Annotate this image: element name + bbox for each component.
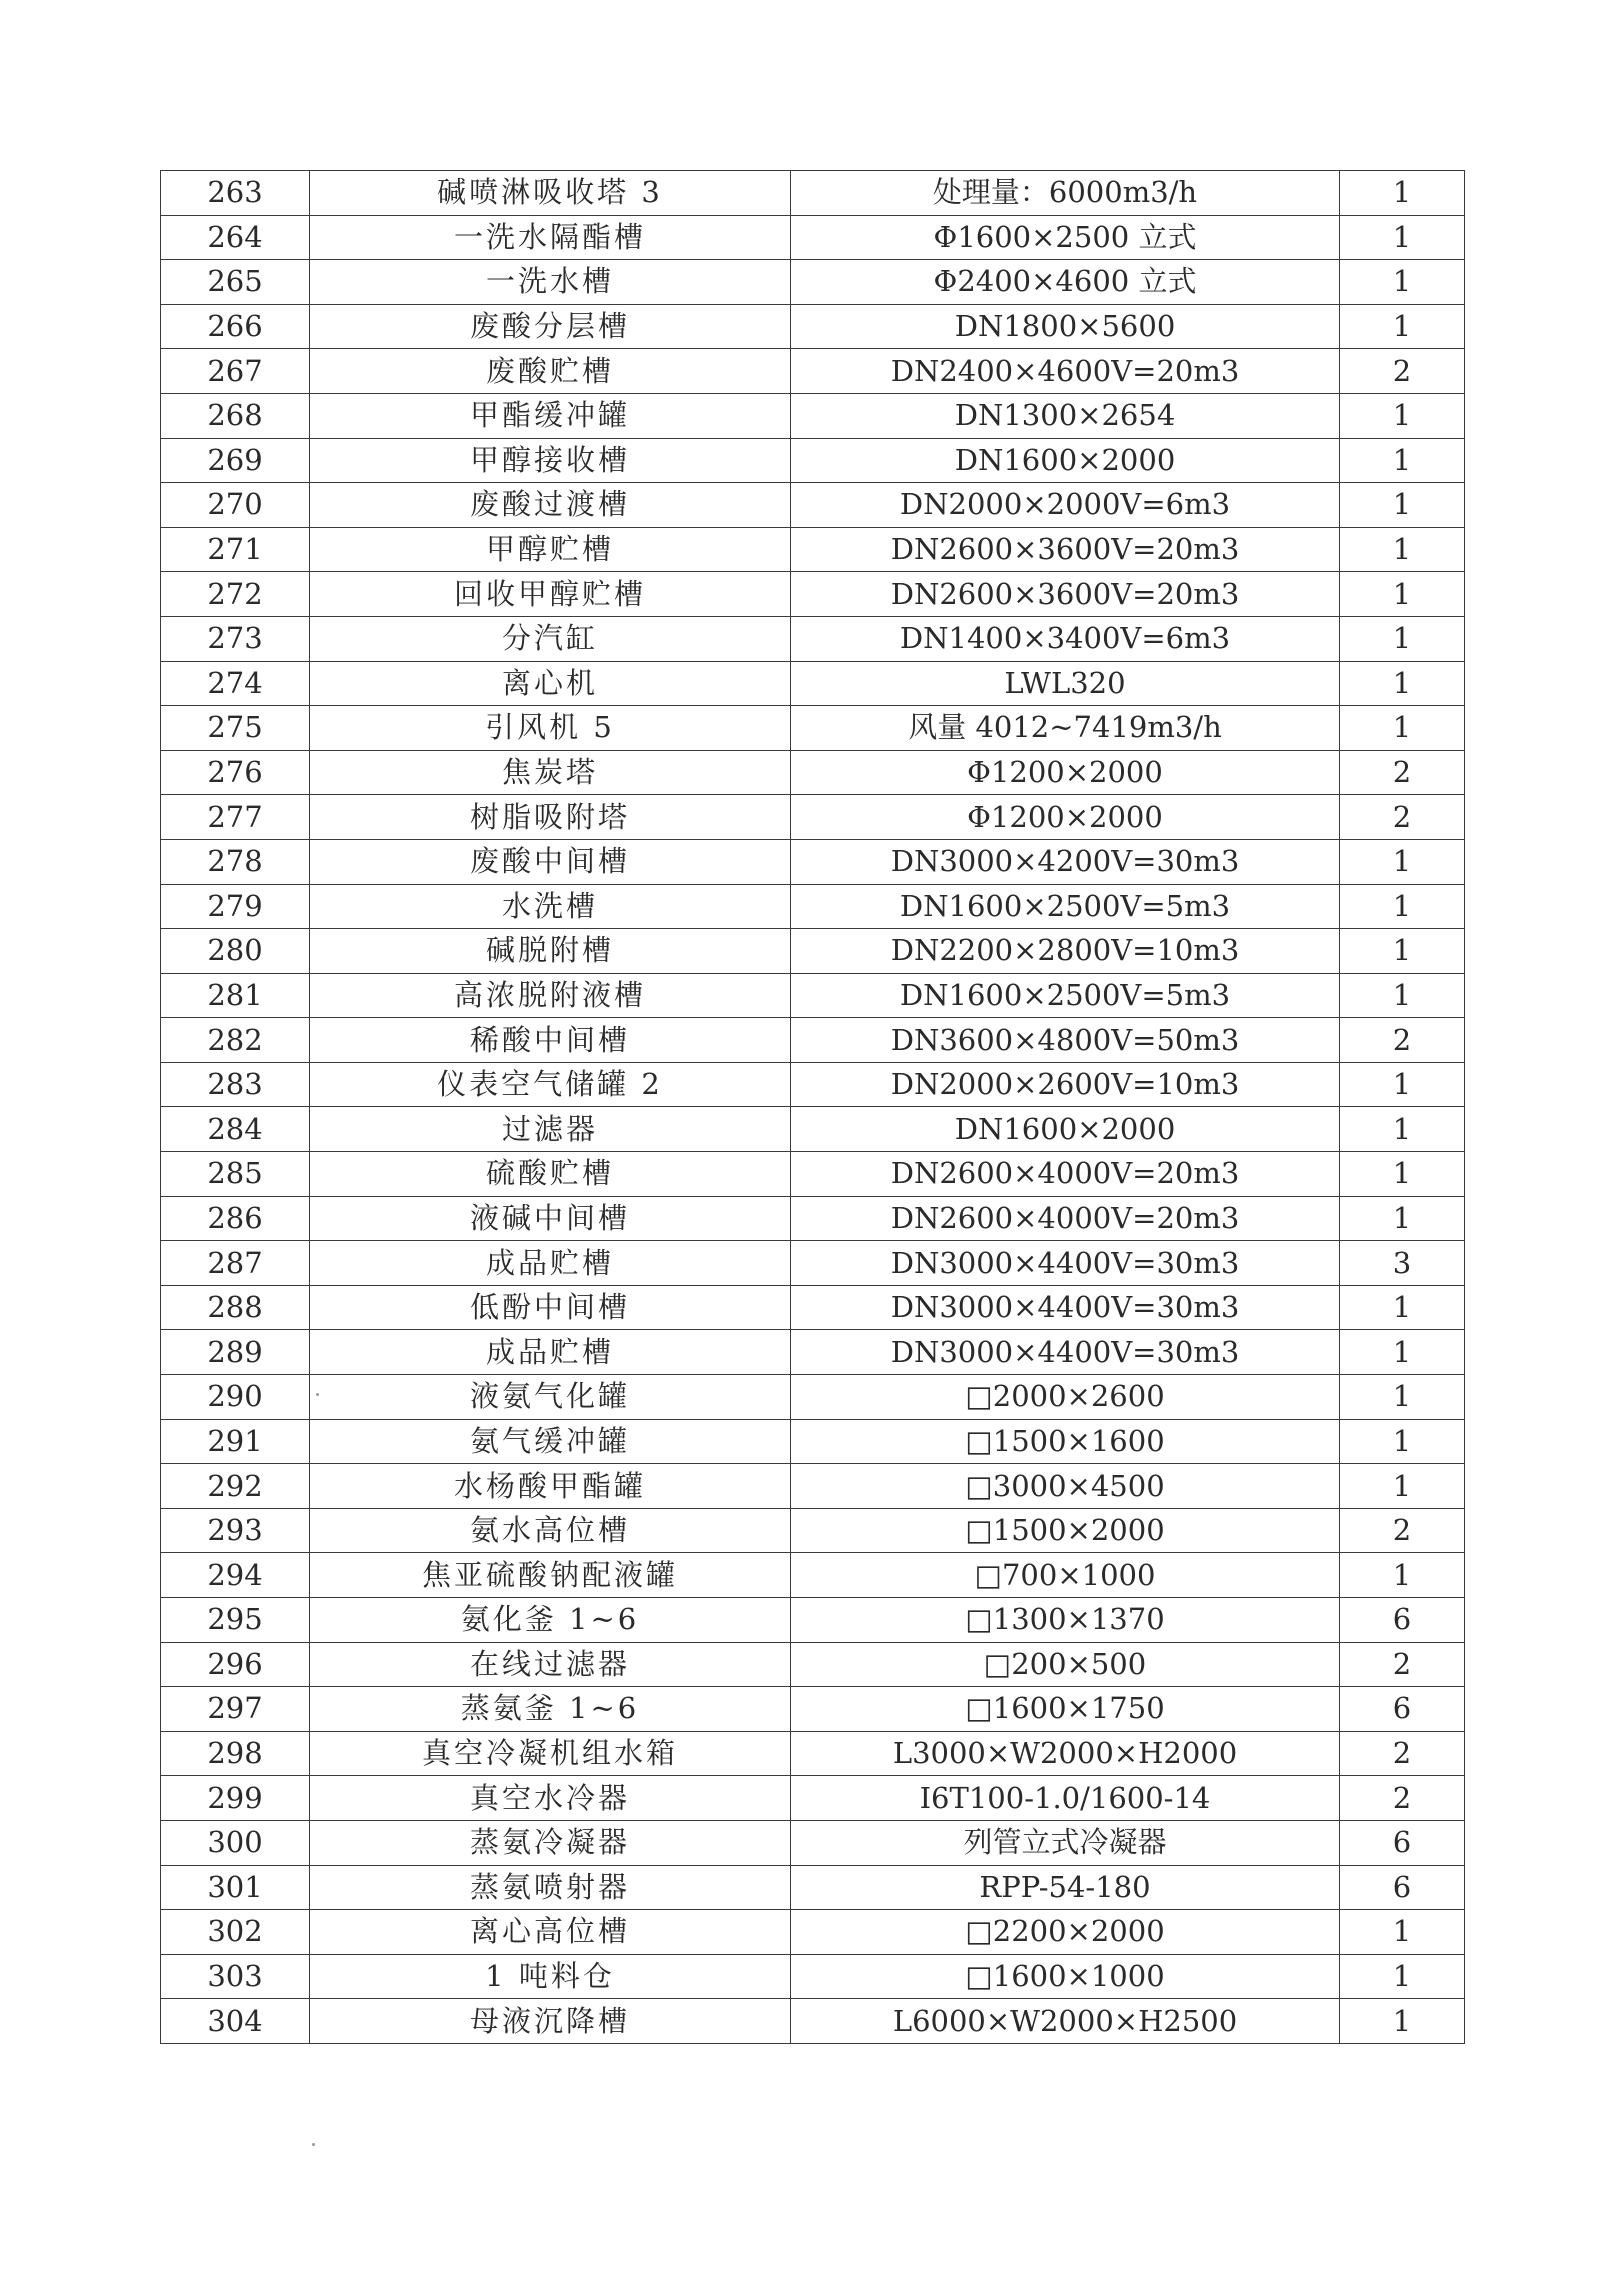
specification-cell: □2000×2600 [791,1375,1340,1420]
quantity-cell: 1 [1340,1553,1465,1598]
equipment-name-cell: 水洗槽 [310,884,791,929]
table-row [161,1731,1465,1776]
table-row [161,393,1465,438]
item-number-cell: 303 [161,1954,310,1999]
item-number-cell: 283 [161,1062,310,1107]
quantity-cell: 1 [1340,572,1465,617]
table-row [161,839,1465,884]
item-number-cell: 299 [161,1776,310,1821]
equipment-name-cell: 氨水高位槽 [310,1508,791,1553]
item-number-cell: 294 [161,1553,310,1598]
item-number-cell: 276 [161,750,310,795]
specification-cell: □3000×4500 [791,1464,1340,1509]
specification-cell: □1600×1000 [791,1954,1340,1999]
equipment-name-cell: 废酸过渡槽 [310,483,791,528]
table-row [161,661,1465,706]
equipment-name-cell: 液氨气化罐 [310,1375,791,1420]
specification-cell: □1500×1600 [791,1419,1340,1464]
specification-cell: DN3000×4400V=30m3 [791,1330,1340,1375]
table-row [161,1285,1465,1330]
specification-cell: DN3000×4200V=30m3 [791,839,1340,884]
table-row [161,215,1465,260]
table-row [161,304,1465,349]
specification-cell: DN1600×2500V=5m3 [791,973,1340,1018]
item-number-cell: 295 [161,1598,310,1643]
specification-cell: DN3000×4400V=30m3 [791,1285,1340,1330]
item-number-cell: 288 [161,1285,310,1330]
specification-cell: DN3000×4400V=30m3 [791,1241,1340,1286]
equipment-table [160,170,1465,2044]
item-number-cell: 289 [161,1330,310,1375]
equipment-name-cell: 蒸氨冷凝器 [310,1820,791,1865]
specification-cell: □700×1000 [791,1553,1340,1598]
table-row [161,1062,1465,1107]
item-number-cell: 293 [161,1508,310,1553]
quantity-cell: 2 [1340,1508,1465,1553]
equipment-name-cell: 分汽缸 [310,616,791,661]
quantity-cell: 1 [1340,1196,1465,1241]
table-row [161,260,1465,305]
equipment-name-cell: 成品贮槽 [310,1241,791,1286]
quantity-cell: 6 [1340,1598,1465,1643]
quantity-cell: 1 [1340,1999,1465,2044]
equipment-name-cell: 在线过滤器 [310,1642,791,1687]
table-row [161,572,1465,617]
table-row [161,1820,1465,1865]
quantity-cell: 1 [1340,1152,1465,1197]
equipment-name-cell: 甲酯缓冲罐 [310,393,791,438]
quantity-cell: 1 [1340,304,1465,349]
item-number-cell: 275 [161,706,310,751]
item-number-cell: 272 [161,572,310,617]
quantity-cell: 1 [1340,171,1465,216]
equipment-name-cell: 氨气缓冲罐 [310,1419,791,1464]
specification-cell: DN1300×2654 [791,393,1340,438]
specification-cell: LWL320 [791,661,1340,706]
quantity-cell: 1 [1340,215,1465,260]
item-number-cell: 286 [161,1196,310,1241]
quantity-cell: 2 [1340,1731,1465,1776]
item-number-cell: 280 [161,929,310,974]
quantity-cell: 2 [1340,1776,1465,1821]
table-row [161,349,1465,394]
specification-cell: I6T100-1.0/1600-14 [791,1776,1340,1821]
quantity-cell: 6 [1340,1687,1465,1732]
quantity-cell: 1 [1340,438,1465,483]
equipment-name-cell: 真空水冷器 [310,1776,791,1821]
quantity-cell: 1 [1340,616,1465,661]
table-row [161,795,1465,840]
quantity-cell: 1 [1340,1375,1465,1420]
table-row [161,1865,1465,1910]
quantity-cell: 2 [1340,795,1465,840]
quantity-cell: 1 [1340,1285,1465,1330]
equipment-name-cell: 树脂吸附塔 [310,795,791,840]
quantity-cell: 1 [1340,1954,1465,1999]
item-number-cell: 263 [161,171,310,216]
equipment-name-cell: 成品贮槽 [310,1330,791,1375]
equipment-name-cell: 废酸贮槽 [310,349,791,394]
quantity-cell: 2 [1340,750,1465,795]
scan-speck [316,1393,319,1396]
specification-cell: DN2600×4000V=20m3 [791,1152,1340,1197]
table-row [161,1687,1465,1732]
item-number-cell: 301 [161,1865,310,1910]
specification-cell: DN1600×2000 [791,1107,1340,1152]
item-number-cell: 292 [161,1464,310,1509]
table-row [161,706,1465,751]
quantity-cell: 1 [1340,483,1465,528]
equipment-name-cell: 焦炭塔 [310,750,791,795]
specification-cell: L3000×W2000×H2000 [791,1731,1340,1776]
equipment-name-cell: 高浓脱附液槽 [310,973,791,1018]
item-number-cell: 278 [161,839,310,884]
specification-cell: DN1600×2500V=5m3 [791,884,1340,929]
specification-cell: RPP-54-180 [791,1865,1340,1910]
specification-cell: Φ2400×4600 立式 [791,260,1340,305]
equipment-name-cell: 氨化釜 1~6 [310,1598,791,1643]
quantity-cell: 1 [1340,929,1465,974]
table-row [161,1241,1465,1286]
table-row [161,1152,1465,1197]
item-number-cell: 268 [161,393,310,438]
specification-cell: DN2600×3600V=20m3 [791,572,1340,617]
item-number-cell: 296 [161,1642,310,1687]
item-number-cell: 281 [161,973,310,1018]
table-row [161,1196,1465,1241]
table-row [161,438,1465,483]
equipment-name-cell: 甲醇贮槽 [310,527,791,572]
equipment-name-cell: 低酚中间槽 [310,1285,791,1330]
specification-cell: □1600×1750 [791,1687,1340,1732]
specification-cell: DN1600×2000 [791,438,1340,483]
equipment-name-cell: 母液沉降槽 [310,1999,791,2044]
table-row [161,527,1465,572]
specification-cell: DN2000×2600V=10m3 [791,1062,1340,1107]
item-number-cell: 270 [161,483,310,528]
table-row [161,929,1465,974]
table-row [161,1954,1465,1999]
quantity-cell: 1 [1340,1107,1465,1152]
specification-cell: □200×500 [791,1642,1340,1687]
table-row [161,1553,1465,1598]
specification-cell: DN2600×4000V=20m3 [791,1196,1340,1241]
table-row [161,1508,1465,1553]
item-number-cell: 287 [161,1241,310,1286]
equipment-name-cell: 一洗水隔酯槽 [310,215,791,260]
equipment-name-cell: 1 吨料仓 [310,1954,791,1999]
equipment-name-cell: 蒸氨釜 1~6 [310,1687,791,1732]
quantity-cell: 2 [1340,1642,1465,1687]
specification-cell: DN2600×3600V=20m3 [791,527,1340,572]
item-number-cell: 297 [161,1687,310,1732]
equipment-name-cell: 引风机 5 [310,706,791,751]
table-row [161,1642,1465,1687]
item-number-cell: 266 [161,304,310,349]
specification-cell: □1300×1370 [791,1598,1340,1643]
quantity-cell: 6 [1340,1820,1465,1865]
table-row [161,884,1465,929]
specification-cell: DN1800×5600 [791,304,1340,349]
quantity-cell: 1 [1340,1910,1465,1955]
quantity-cell: 3 [1340,1241,1465,1286]
equipment-name-cell: 离心高位槽 [310,1910,791,1955]
table-row [161,1375,1465,1420]
item-number-cell: 290 [161,1375,310,1420]
equipment-name-cell: 蒸氨喷射器 [310,1865,791,1910]
quantity-cell: 1 [1340,706,1465,751]
table-row [161,483,1465,528]
item-number-cell: 265 [161,260,310,305]
quantity-cell: 1 [1340,527,1465,572]
table-row [161,1018,1465,1063]
table-row [161,616,1465,661]
quantity-cell: 1 [1340,1419,1465,1464]
table-row [161,973,1465,1018]
specification-cell: 处理量：6000m3/h [791,171,1340,216]
quantity-cell: 1 [1340,260,1465,305]
table-row [161,1330,1465,1375]
quantity-cell: 1 [1340,661,1465,706]
item-number-cell: 291 [161,1419,310,1464]
equipment-name-cell: 甲醇接收槽 [310,438,791,483]
item-number-cell: 302 [161,1910,310,1955]
table-row [161,1107,1465,1152]
item-number-cell: 269 [161,438,310,483]
table-row [161,171,1465,216]
table-row [161,750,1465,795]
equipment-name-cell: 稀酸中间槽 [310,1018,791,1063]
table-row [161,1598,1465,1643]
specification-cell: Φ1200×2000 [791,795,1340,840]
equipment-name-cell: 废酸中间槽 [310,839,791,884]
table-row [161,1776,1465,1821]
quantity-cell: 1 [1340,1330,1465,1375]
item-number-cell: 284 [161,1107,310,1152]
specification-cell: L6000×W2000×H2500 [791,1999,1340,2044]
quantity-cell: 2 [1340,349,1465,394]
specification-cell: Φ1600×2500 立式 [791,215,1340,260]
item-number-cell: 264 [161,215,310,260]
equipment-name-cell: 仪表空气储罐 2 [310,1062,791,1107]
quantity-cell: 1 [1340,884,1465,929]
specification-cell: Φ1200×2000 [791,750,1340,795]
quantity-cell: 1 [1340,1464,1465,1509]
specification-cell: 风量 4012~7419m3/h [791,706,1340,751]
item-number-cell: 274 [161,661,310,706]
quantity-cell: 6 [1340,1865,1465,1910]
quantity-cell: 1 [1340,839,1465,884]
specification-cell: DN2400×4600V=20m3 [791,349,1340,394]
quantity-cell: 2 [1340,1018,1465,1063]
equipment-table-body [161,171,1465,2044]
equipment-name-cell: 焦亚硫酸钠配液罐 [310,1553,791,1598]
item-number-cell: 304 [161,1999,310,2044]
equipment-name-cell: 液碱中间槽 [310,1196,791,1241]
equipment-name-cell: 碱脱附槽 [310,929,791,974]
item-number-cell: 267 [161,349,310,394]
equipment-name-cell: 一洗水槽 [310,260,791,305]
specification-cell: □1500×2000 [791,1508,1340,1553]
specification-cell: DN3600×4800V=50m3 [791,1018,1340,1063]
item-number-cell: 285 [161,1152,310,1197]
equipment-name-cell: 回收甲醇贮槽 [310,572,791,617]
specification-cell: DN2000×2000V=6m3 [791,483,1340,528]
quantity-cell: 1 [1340,1062,1465,1107]
table-row [161,1910,1465,1955]
equipment-name-cell: 水杨酸甲酯罐 [310,1464,791,1509]
quantity-cell: 1 [1340,973,1465,1018]
item-number-cell: 298 [161,1731,310,1776]
item-number-cell: 300 [161,1820,310,1865]
specification-cell: 列管立式冷凝器 [791,1820,1340,1865]
item-number-cell: 277 [161,795,310,840]
table-row [161,1999,1465,2044]
equipment-name-cell: 废酸分层槽 [310,304,791,349]
quantity-cell: 1 [1340,393,1465,438]
equipment-name-cell: 过滤器 [310,1107,791,1152]
specification-cell: DN1400×3400V=6m3 [791,616,1340,661]
table-row [161,1464,1465,1509]
scan-speck [312,2143,315,2146]
item-number-cell: 279 [161,884,310,929]
specification-cell: □2200×2000 [791,1910,1340,1955]
item-number-cell: 273 [161,616,310,661]
specification-cell: DN2200×2800V=10m3 [791,929,1340,974]
item-number-cell: 271 [161,527,310,572]
table-row [161,1419,1465,1464]
item-number-cell: 282 [161,1018,310,1063]
equipment-name-cell: 真空冷凝机组水箱 [310,1731,791,1776]
equipment-name-cell: 碱喷淋吸收塔 3 [310,171,791,216]
equipment-name-cell: 硫酸贮槽 [310,1152,791,1197]
equipment-name-cell: 离心机 [310,661,791,706]
